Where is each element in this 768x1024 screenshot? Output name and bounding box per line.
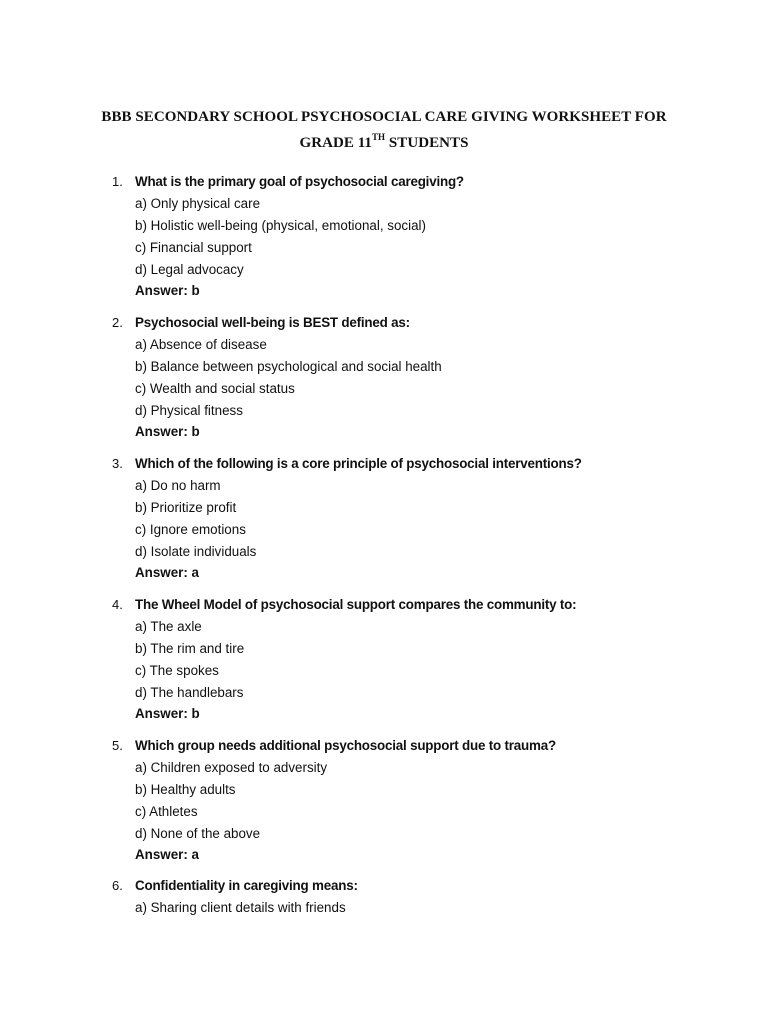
option-b: b) Healthy adults (135, 782, 236, 797)
option-c: c) Wealth and social status (135, 381, 295, 396)
option-a: a) The axle (135, 619, 202, 634)
answer-line: Answer: a (135, 847, 199, 862)
question-text: Which of the following is a core principle of psychosocial interventions? (135, 456, 582, 471)
worksheet-title-line-2 (60, 132, 708, 152)
title-grade-superscript: TH (371, 132, 386, 142)
answer-line: Answer: b (135, 706, 200, 721)
option-c: c) The spokes (135, 663, 219, 678)
answer-line: Answer: b (135, 424, 200, 439)
worksheet-title-line-1: BBB SECONDARY SCHOOL PSYCHOSOCIAL CARE GIVING WORKSHEET FOR (101, 109, 667, 125)
question-number: 2. (112, 315, 123, 330)
answer-line: Answer: a (135, 565, 199, 580)
option-d: d) Physical fitness (135, 403, 243, 418)
title-grade-prefix: GRADE 11 (299, 135, 372, 151)
title-grade-suffix: STUDENTS (385, 135, 469, 151)
option-b: b) The rim and tire (135, 641, 245, 656)
option-a: a) Children exposed to adversity (135, 760, 328, 775)
question-text: Which group needs additional psychosocial support due to trauma? (135, 738, 556, 753)
question-text: The Wheel Model of psychosocial support compares the community to: (135, 597, 577, 612)
option-b: b) Balance between psychological and social health (135, 359, 442, 374)
option-d: d) None of the above (135, 826, 261, 841)
answer-line: Answer: b (135, 283, 200, 298)
option-c: c) Athletes (135, 804, 198, 819)
option-c: c) Financial support (135, 240, 252, 255)
option-a: a) Only physical care (135, 196, 261, 211)
question-text: Psychosocial well-being is BEST defined as: (135, 315, 410, 330)
option-d: d) Legal advocacy (135, 262, 244, 277)
question-number: 1. (112, 174, 123, 189)
option-d: d) Isolate individuals (135, 544, 257, 559)
question-number: 4. (112, 597, 123, 612)
option-d: d) The handlebars (135, 685, 244, 700)
option-b: b) Holistic well-being (physical, emotional, social) (135, 218, 426, 233)
question-number: 3. (112, 456, 123, 471)
option-a: a) Sharing client details with friends (135, 900, 346, 915)
question-text: Confidentiality in caregiving means: (135, 878, 358, 893)
option-a: a) Absence of disease (135, 337, 267, 352)
option-b: b) Prioritize profit (135, 500, 237, 515)
question-number: 5. (112, 738, 123, 753)
question-number: 6. (112, 878, 123, 893)
question-text: What is the primary goal of psychosocial caregiving? (135, 174, 464, 189)
option-c: c) Ignore emotions (135, 522, 246, 537)
option-a: a) Do no harm (135, 478, 221, 493)
